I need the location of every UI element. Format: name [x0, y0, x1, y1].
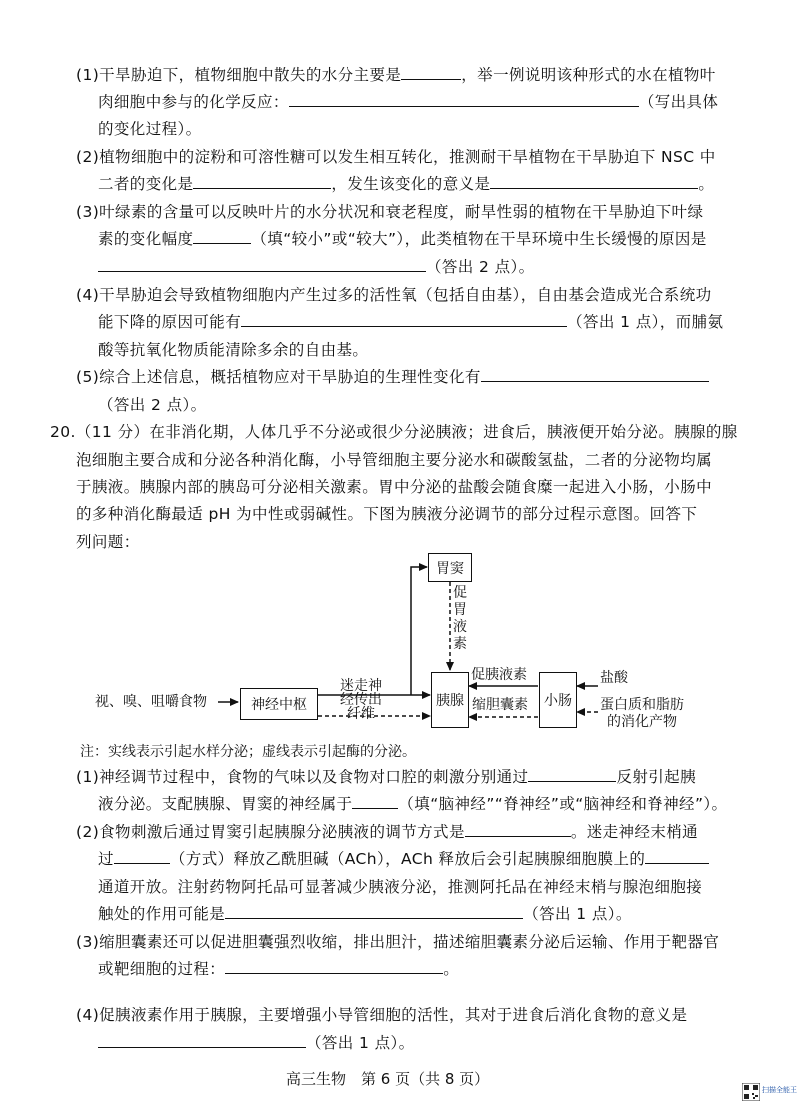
- q20-s2-line1: (2)食物刺激后通过胃窦引起胰腺分泌胰液的调节方式是 。迷走神经末梢通: [76, 823, 699, 841]
- answer-blank[interactable]: [225, 903, 523, 919]
- intestine-box: 小肠: [539, 672, 577, 728]
- q19-p4-line1: (4)干旱胁迫会导致植物细胞内产生过多的活性氧（包括自由基），自由基会造成光合系统功: [76, 286, 712, 304]
- q20-intro-line5: 列问题：: [76, 533, 140, 551]
- answer-blank[interactable]: [98, 1032, 306, 1048]
- q20-s2-line3: 通道开放。注射药物阿托品可显著减少胰液分泌，推测阿托品在神经末梢与腺泡细胞接: [98, 878, 703, 896]
- answer-blank[interactable]: [114, 848, 170, 864]
- q19-p1-line1: (1)干旱胁迫下，植物细胞中散失的水分主要是 ，举一例说明该种形式的水在植物叶: [76, 66, 716, 84]
- q19-p5-line2: （答出 2 点）。: [98, 396, 207, 414]
- q20-intro-line1: 20.（11 分）在非消化期，人体几乎不分泌或很少分泌胰液；进食后，胰液便开始分泌。胰腺的腺: [50, 423, 738, 441]
- q19-p3-line1: (3)叶绿素的含量可以反映叶片的水分状况和衰老程度，耐旱性弱的植物在干旱胁迫下叶绿: [76, 203, 704, 221]
- q20-intro-line4: 的多种消化酶最适 pH 为中性或弱碱性。下图为胰液分泌调节的部分过程示意图。回答下: [76, 505, 698, 523]
- answer-blank[interactable]: [225, 958, 443, 974]
- q20-s3-line1: (3)缩胆囊素还可以促进胆囊强烈收缩，排出胆汁，描述缩胆囊素分泌后运输、作用于靶器官: [76, 933, 720, 951]
- q20-s3-line2: 或靶细胞的过程： 。: [98, 960, 460, 978]
- secretin-label: 促胰液素: [471, 667, 527, 683]
- q19-p3-line2: 素的变化幅度 （填“较小”或“较大”），此类植物在干旱环境中生长缓慢的原因是: [98, 230, 707, 248]
- q20-s2-line2: 过 （方式）释放乙酰胆碱（ACh），ACh 释放后会引起胰腺细胞膜上的: [98, 848, 709, 870]
- arrow-vagus-to-stomach: [411, 567, 427, 695]
- q19-p2-line1: (2)植物细胞中的淀粉和可溶性糖可以发生相互转化，推测耐干旱植物在干旱胁迫下 NSC 中: [76, 148, 716, 166]
- q20-s4-line1: (4)促胰液素作用于胰腺，主要增强小导管细胞的活性，其对于进食后消化食物的意义是: [76, 1006, 688, 1024]
- q20-s4-line2: （答出 1 点）。: [98, 1032, 415, 1054]
- q19-p2-line2: 二者的变化是 ，发生该变化的意义是 。: [98, 175, 715, 193]
- q19-p5-line1: (5)综合上述信息，概括植物应对干旱胁迫的生理性变化有: [76, 366, 709, 388]
- answer-blank[interactable]: [352, 793, 398, 809]
- answer-blank[interactable]: [465, 821, 571, 837]
- nerve-center-box: 神经中枢: [240, 688, 318, 720]
- vagus-label: 迷走神 经传出 纤维: [340, 678, 382, 722]
- acid-label: 盐酸: [600, 670, 628, 686]
- cck-label: 缩胆囊素: [472, 697, 528, 713]
- food-label: 视、嗅、咀嚼食物: [95, 694, 207, 710]
- protein-label: 蛋白质和脂肪 的消化产物: [600, 697, 684, 730]
- stomach-box: 胃窦: [428, 553, 472, 582]
- answer-blank[interactable]: [645, 848, 709, 864]
- diagram-note: 注：实线表示引起水样分泌；虚线表示引起酶的分泌。: [80, 744, 416, 760]
- page-footer: 高三生物 第 6 页（共 8 页）: [286, 1070, 490, 1088]
- q20-s1-line1: (1)神经调节过程中，食物的气味以及食物对口腔的刺激分别通过 反射引起胰: [76, 768, 696, 786]
- q19-p3-line3: （答出 2 点）。: [98, 256, 535, 278]
- watermark-label: 扫描全能王: [762, 1086, 797, 1094]
- gastrin-label: 促 胃 液 素: [453, 585, 467, 652]
- q20-s2-line4: 触处的作用可能是 （答出 1 点）。: [98, 905, 632, 923]
- q20-s1-line2: 液分泌。支配胰腺、胃窦的神经属于 （填“脑神经”“脊神经”或“脑神经和脊神经”）。: [98, 795, 728, 813]
- q20-intro-line3: 于胰液。胰腺内部的胰岛可分泌相关激素。胃中分泌的盐酸会随食糜一起进入小肠，小肠中: [76, 478, 713, 496]
- answer-blank[interactable]: [528, 766, 616, 782]
- q19-p4-line2: 能下降的原因可能有 （答出 1 点），而脯氨: [98, 313, 724, 331]
- pancreas-box: 胰腺: [431, 672, 469, 728]
- q19-p1-line3: 的变化过程）。: [98, 120, 202, 138]
- q20-intro-line2: 泡细胞主要合成和分泌各种消化酶，小导管细胞主要分泌水和碳酸氢盐，二者的分泌物均属: [76, 451, 713, 469]
- q19-p4-line3: 酸等抗氧化物质能清除多余的自由基。: [98, 341, 369, 359]
- q19-p1-line2: 肉细胞中参与的化学反应： （写出具体: [98, 93, 719, 111]
- qr-code-icon: [742, 1083, 760, 1101]
